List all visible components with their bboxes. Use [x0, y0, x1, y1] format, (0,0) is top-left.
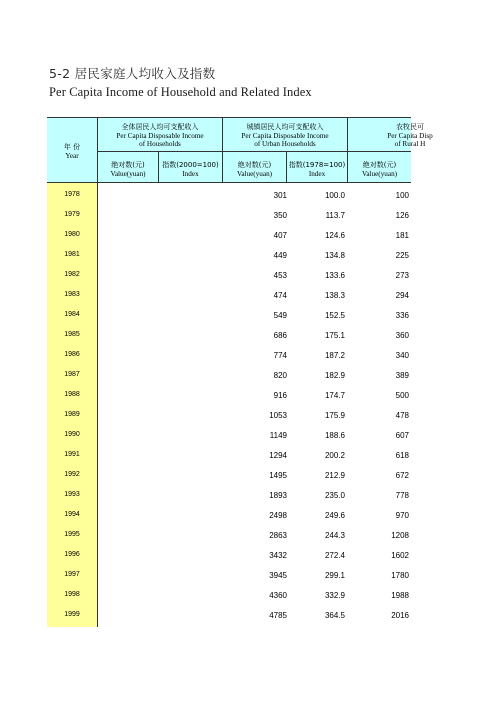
- urban-value-cell: 453: [273, 271, 287, 280]
- year-cell: 1996: [64, 551, 80, 558]
- year-cell: 1992: [64, 471, 80, 478]
- table-row: [47, 427, 411, 447]
- urban-index-cell: 182.9: [324, 371, 345, 380]
- year-cell: 1994: [64, 511, 80, 518]
- subheader-cn: 绝对数(元): [111, 161, 145, 169]
- urban-value-cell: 916: [273, 391, 287, 400]
- subheader-cn: 绝对数(元): [237, 161, 272, 169]
- year-cell: 1987: [64, 371, 80, 378]
- urban-index-cell: 138.3: [324, 291, 345, 300]
- urban-index-cell: 332.9: [324, 591, 345, 600]
- subheader-cn: 指数(1978=100): [288, 161, 346, 169]
- rural-value-cell: 970: [395, 511, 409, 520]
- urban-value-cell: 3945: [269, 571, 287, 580]
- table-row: [47, 227, 411, 247]
- table-row: [47, 407, 411, 427]
- subheader-en: Value(yuan): [110, 169, 146, 178]
- table-row: [47, 267, 411, 287]
- group-header-cn: 全体居民人均可支配收入: [121, 123, 199, 131]
- urban-index-cell: 249.6: [324, 511, 345, 520]
- rural-value-cell: 389: [395, 371, 409, 380]
- rural-value-cell: 336: [395, 311, 409, 320]
- group-header-en: Per Capita Disp: [387, 131, 433, 140]
- year-cell: 1988: [64, 391, 80, 398]
- year-cell: 1983: [64, 291, 80, 298]
- urban-index-cell: 175.1: [324, 331, 345, 340]
- urban-index-cell: 124.6: [324, 231, 345, 240]
- subheader-cn: 指数(2000=100): [162, 161, 219, 169]
- header-mid-border: [97, 151, 411, 152]
- year-header-cn: 年 份: [63, 143, 81, 151]
- group-header-cn: 农牧民可: [396, 123, 424, 131]
- urban-index-cell: 364.5: [324, 611, 345, 620]
- urban-index-cell: 200.2: [324, 451, 345, 460]
- subheader-rural-value: [348, 161, 411, 178]
- subheader-cn: 绝对数(元): [362, 161, 397, 169]
- urban-value-cell: 1893: [269, 491, 287, 500]
- group-header-en: Per Capita Disposable Income: [116, 131, 204, 140]
- rural-value-cell: 294: [395, 291, 409, 300]
- table-row: [47, 367, 411, 387]
- urban-value-cell: 407: [273, 231, 287, 240]
- year-cell: 1991: [64, 451, 80, 458]
- table-row: [47, 207, 411, 227]
- table-row: [47, 467, 411, 487]
- rural-value-cell: 1988: [391, 591, 409, 600]
- urban-value-cell: 1495: [269, 471, 287, 480]
- urban-value-cell: 774: [273, 351, 287, 360]
- rural-value-cell: 225: [395, 251, 409, 260]
- subheader-urban-value: [223, 161, 286, 178]
- urban-index-cell: 100.0: [324, 191, 345, 200]
- year-cell: 1997: [64, 571, 80, 578]
- year-cell: 1998: [64, 591, 80, 598]
- table-row: [47, 507, 411, 527]
- year-cell: 1999: [64, 611, 80, 618]
- urban-value-cell: 301: [273, 191, 287, 200]
- group-header-rural: [348, 123, 472, 149]
- urban-value-cell: 1149: [269, 431, 287, 440]
- table-row: [47, 547, 411, 567]
- subheader-urban-index: [287, 161, 347, 178]
- rural-value-cell: 1602: [391, 551, 409, 560]
- group-header-en: of Urban Households: [254, 140, 316, 148]
- rural-value-cell: 181: [395, 231, 409, 240]
- year-cell: 1978: [64, 191, 80, 198]
- rural-value-cell: 672: [395, 471, 409, 480]
- page-title: 5-2 居民家庭人均收入及指数: [49, 66, 216, 81]
- year-cell: 1986: [64, 351, 80, 358]
- rural-value-cell: 1208: [391, 531, 409, 540]
- year-cell: 1981: [64, 251, 80, 258]
- year-cell: 1982: [64, 271, 80, 278]
- table-row: [47, 307, 411, 327]
- urban-value-cell: 1294: [269, 451, 287, 460]
- urban-index-cell: 299.1: [324, 571, 345, 580]
- table-row: [47, 287, 411, 307]
- urban-index-cell: 272.4: [324, 551, 345, 560]
- page-subtitle: Per Capita Income of Household and Related Index: [49, 85, 312, 99]
- year-cell: 1980: [64, 231, 80, 238]
- subheader-en: Value(yuan): [361, 169, 398, 178]
- urban-value-cell: 4360: [269, 591, 287, 600]
- urban-value-cell: 686: [273, 331, 287, 340]
- year-cell: 1990: [64, 431, 80, 438]
- rural-value-cell: 478: [395, 411, 409, 420]
- year-header: [47, 143, 97, 160]
- table-row: [47, 567, 411, 587]
- urban-value-cell: 549: [273, 311, 287, 320]
- group-header-cn: 城镇居民人均可支配收入: [246, 123, 324, 131]
- urban-index-cell: 244.3: [324, 531, 345, 540]
- urban-index-cell: 187.2: [324, 351, 345, 360]
- header-bottom-border: [47, 182, 411, 183]
- urban-index-cell: 174.7: [324, 391, 345, 400]
- group-header-all: [98, 123, 222, 149]
- subheader-en: Index: [182, 169, 199, 178]
- rural-value-cell: 778: [395, 491, 409, 500]
- rural-value-cell: 618: [395, 451, 409, 460]
- rural-value-cell: 100: [395, 191, 409, 200]
- table-row: [47, 587, 411, 607]
- rural-value-cell: 273: [395, 271, 409, 280]
- table-row: [47, 607, 411, 627]
- urban-index-cell: 188.6: [324, 431, 345, 440]
- urban-index-cell: 152.5: [324, 311, 345, 320]
- urban-index-cell: 134.8: [324, 251, 345, 260]
- urban-index-cell: 133.6: [324, 271, 345, 280]
- urban-index-cell: 235.0: [324, 491, 345, 500]
- urban-value-cell: 820: [273, 371, 287, 380]
- year-cell: 1995: [64, 531, 80, 538]
- rural-value-cell: 340: [395, 351, 409, 360]
- rural-value-cell: 2016: [391, 611, 409, 620]
- subheader-all-index: [159, 161, 222, 178]
- rural-value-cell: 126: [395, 211, 409, 220]
- rural-value-cell: 360: [395, 331, 409, 340]
- table-row: [47, 487, 411, 507]
- year-cell: 1993: [64, 491, 80, 498]
- rural-value-cell: 500: [395, 391, 409, 400]
- year-cell: 1984: [64, 311, 80, 318]
- year-cell: 1979: [64, 211, 80, 218]
- group-header-en: of Households: [139, 140, 181, 148]
- year-cell: 1985: [64, 331, 80, 338]
- group-header-en: of Rural H: [394, 140, 426, 148]
- urban-value-cell: 1053: [269, 411, 287, 420]
- urban-value-cell: 2863: [269, 531, 287, 540]
- rural-value-cell: 607: [395, 431, 409, 440]
- rural-value-cell: 1780: [391, 571, 409, 580]
- income-table: [47, 117, 433, 627]
- table-row: [47, 447, 411, 467]
- subheader-en: Index: [308, 169, 326, 178]
- table-row: [47, 187, 411, 207]
- table-row: [47, 387, 411, 407]
- table-row: [47, 347, 411, 367]
- urban-value-cell: 2498: [269, 511, 287, 520]
- urban-value-cell: 4785: [269, 611, 287, 620]
- group-header-urban: [223, 123, 347, 149]
- table-row: [47, 327, 411, 347]
- urban-index-cell: 175.9: [324, 411, 345, 420]
- urban-index-cell: 113.7: [325, 211, 345, 220]
- urban-value-cell: 449: [273, 251, 287, 260]
- urban-value-cell: 474: [273, 291, 287, 300]
- subheader-en: Value(yuan): [236, 169, 273, 178]
- year-cell: 1989: [64, 411, 80, 418]
- table-row: [47, 247, 411, 267]
- table-row: [47, 527, 411, 547]
- urban-value-cell: 3432: [269, 551, 287, 560]
- urban-index-cell: 212.9: [324, 471, 345, 480]
- header-top-border: [47, 117, 411, 118]
- urban-value-cell: 350: [273, 211, 287, 220]
- subheader-all-value: [98, 161, 158, 178]
- group-header-en: Per Capita Disposable Income: [241, 131, 329, 140]
- year-header-en: Year: [65, 151, 79, 160]
